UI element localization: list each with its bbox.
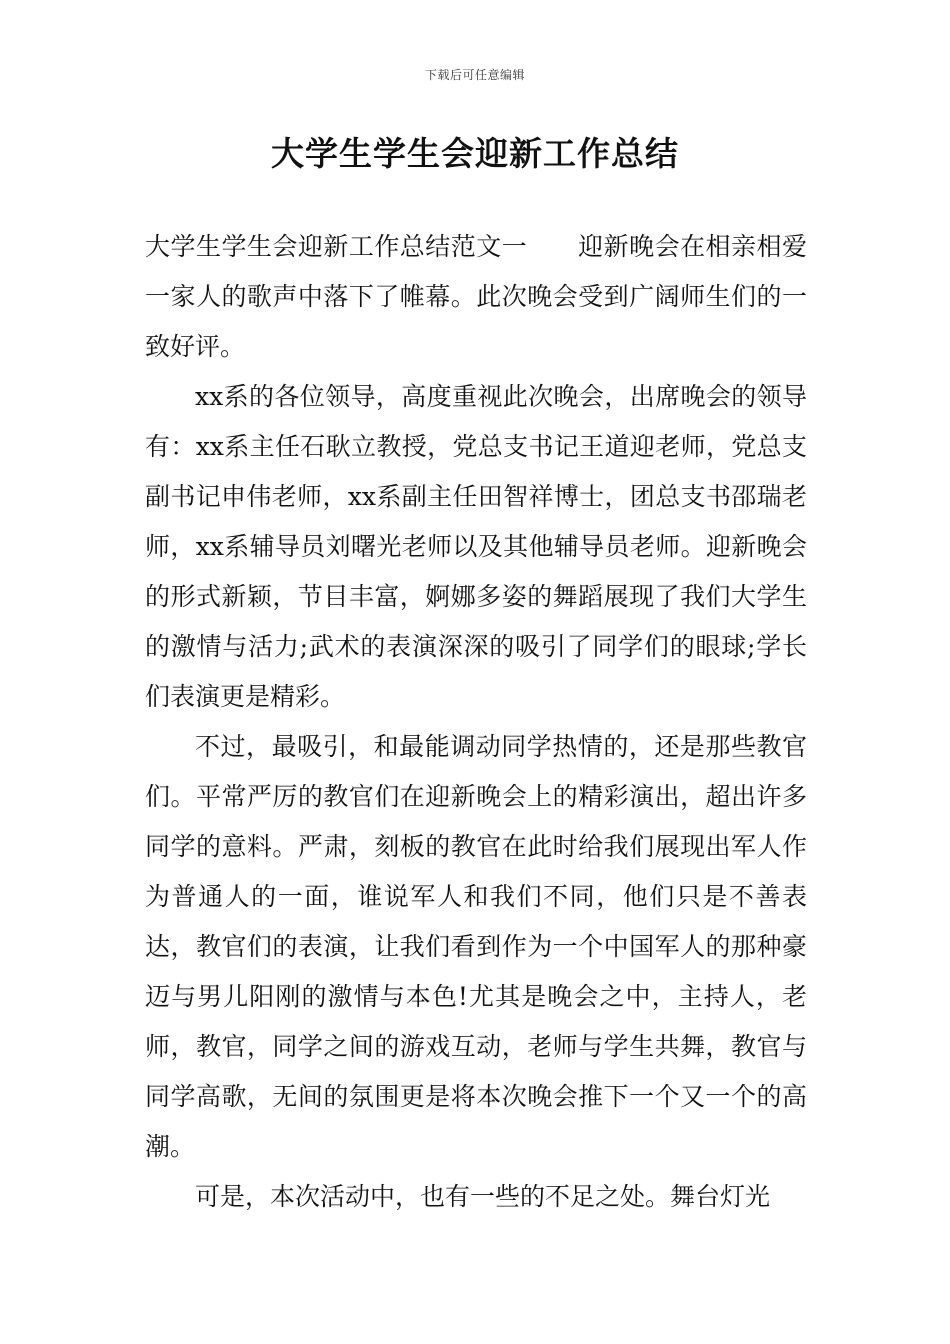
document-title: 大学生学生会迎新工作总结 [271,134,679,173]
header-note: 下载后可任意编辑 [424,68,525,82]
document-body [145,222,807,1222]
paragraph-instructors: 不过，最吸引，和最能调动同学热情的，还是那些教官们。平常严厉的教官们在迎新晚会上的精彩演出，超出许多同学的意料。严肃，刻板的教官在此时给我们展现出军人作为普通人的一面，谁说军人和我们不同，他们只是不善表达，教官们的表演，让我们看到作为一个中国军人的那种豪迈与男儿阳刚的激情与本色!尤其是晚会之中，主持人，老师，教官，同学之间的游戏互动，老师与学生共舞，教官与同学高歌，无间的氛围更是将本次晚会推下一个又一个的高潮。 [145,732,807,1161]
paragraph-leaders: xx系的各位领导，高度重视此次晚会，出席晚会的领导有：xx系主任石耿立教授，党总支书记王道迎老师，党总支副书记申伟老师，xx系副主任田智祥博士，团总支书邵瑞老师，xx系辅导员刘曙光老师以及其他辅导员老师。迎新晚会的形式新颖，节目丰富，婀娜多姿的舞蹈展现了我们大学生的激情与活力;武术的表演深深的吸引了同学们的眼球;学长们表演更是精彩。 [145,382,807,711]
paragraph-shortcomings: 可是，本次活动中，也有一些的不足之处。舞台灯光 [195,1182,771,1211]
paragraph-intro: 大学生学生会迎新工作总结范文一 迎新晚会在相亲相爱一家人的歌声中落下了帷幕。此次晚会受到广阔师生们的一致好评。 [145,232,807,361]
